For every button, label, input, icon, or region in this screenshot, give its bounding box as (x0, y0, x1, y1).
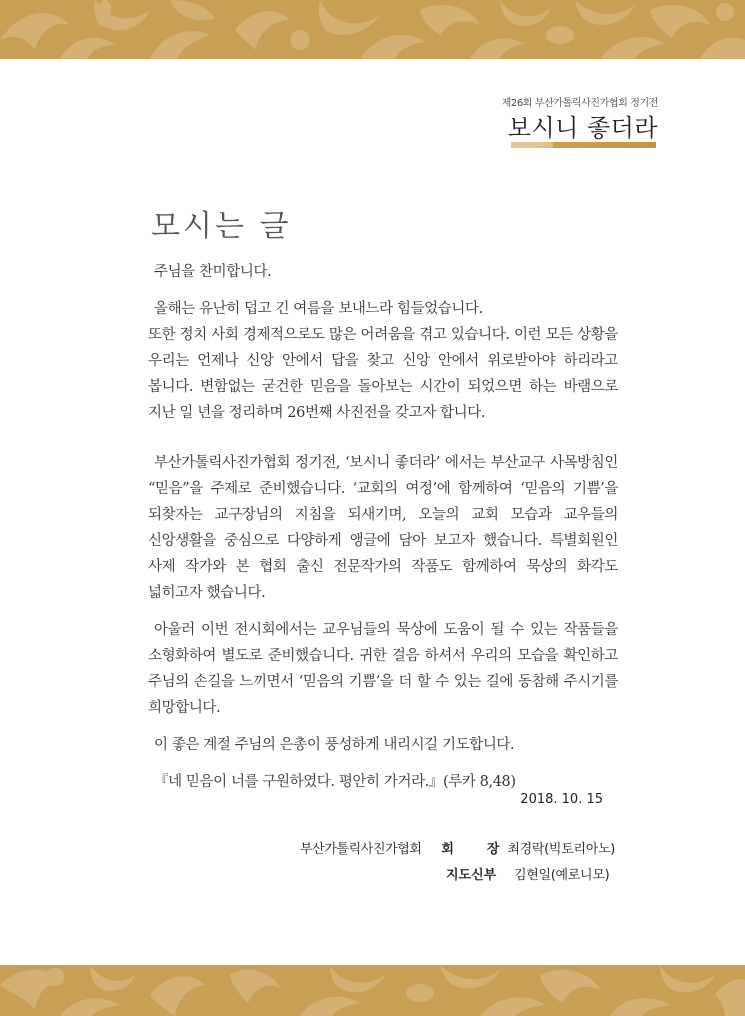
body-paragraph: 부산가톨릭사진가협회 정기전, ‘보시니 좋더라’ 에서는 부산교구 사목방침인 “믿음”을 주제로 준비했습니다. ‘교회의 여정’에 함께하여 ‘믿음의 기쁨’을 되찾자는 교구장님의 지침을 되새기며, 오늘의 교회 모습과 교우들의 신앙생활을 중심으로 다양하게 앵글에 담아 보고자 했습니다. 특별회원인 사제 작가와 본 협회 출신 전문작가의 작품도 함께하여 묵상의 화각도 넓히고자 했습니다. (148, 455, 618, 601)
body-paragraph: 올해는 유난히 덥고 긴 여름을 보내느라 힘들었습니다. (154, 301, 483, 317)
exhibition-subtitle: 제26회 부산가톨릭사진가협회 정기전 (501, 98, 658, 109)
body-paragraph: 또한 정치 사회 경제적으로도 많은 어려움을 겪고 있습니다. 이런 모든 상황을 우리는 언제나 신앙 안에서 답을 찾고 신앙 안에서 위로받아야 하리라고 봅니다. 변함없는 굳건한 믿음을 돌아보는 시간이 되었으면 하는 바램으로 지난 일 년을 정리하며 26번째 사진전을 갖고자 합니다. (148, 327, 618, 421)
letter-date: 2018. 10. 15 (520, 792, 603, 807)
signature-row-chaplain (300, 860, 615, 886)
scripture-quote: 『네 믿음이 너를 구원하였다. 평안히 가거라.』(루카 8,48) (154, 774, 516, 790)
exhibition-title: 보시니 좋더라 (507, 114, 658, 142)
signature-organization: 부산가톨릭사진가협회 (300, 841, 422, 857)
bottom-decorative-band (0, 965, 745, 1016)
greeting-paragraph: 주님을 찬미합니다. (154, 264, 272, 280)
top-decorative-band (0, 0, 745, 59)
signature-name: 최경락(빅토리아노) (507, 841, 615, 857)
floral-pattern-icon (0, 0, 745, 59)
letter-body (148, 259, 618, 795)
signature-row-president (300, 834, 615, 860)
signature-role: 회 장 (441, 841, 500, 857)
blessing-paragraph: 이 좋은 계절 주님의 은총이 풍성하게 내리시길 기도합니다. (154, 737, 515, 753)
signature-role: 지도신부 (446, 867, 497, 883)
title-underline-bar (511, 142, 656, 148)
body-paragraph: 아울러 이번 전시회에서는 교우님들의 묵상에 도움이 될 수 있는 작품들을 소형화하여 별도로 준비했습니다. 귀한 걸음 하셔서 우리의 모습을 확인하고 주님의 손길을 느끼면서 ‘믿음의 기쁨’을 더 할 수 있는 길에 동참해 주시기를 희망합니다. (148, 622, 618, 716)
floral-pattern-icon (0, 965, 745, 1016)
document-title: 모시는 글 (151, 209, 292, 244)
signature-block (300, 834, 615, 886)
signature-name: 김현일(예로니모) (514, 867, 610, 883)
